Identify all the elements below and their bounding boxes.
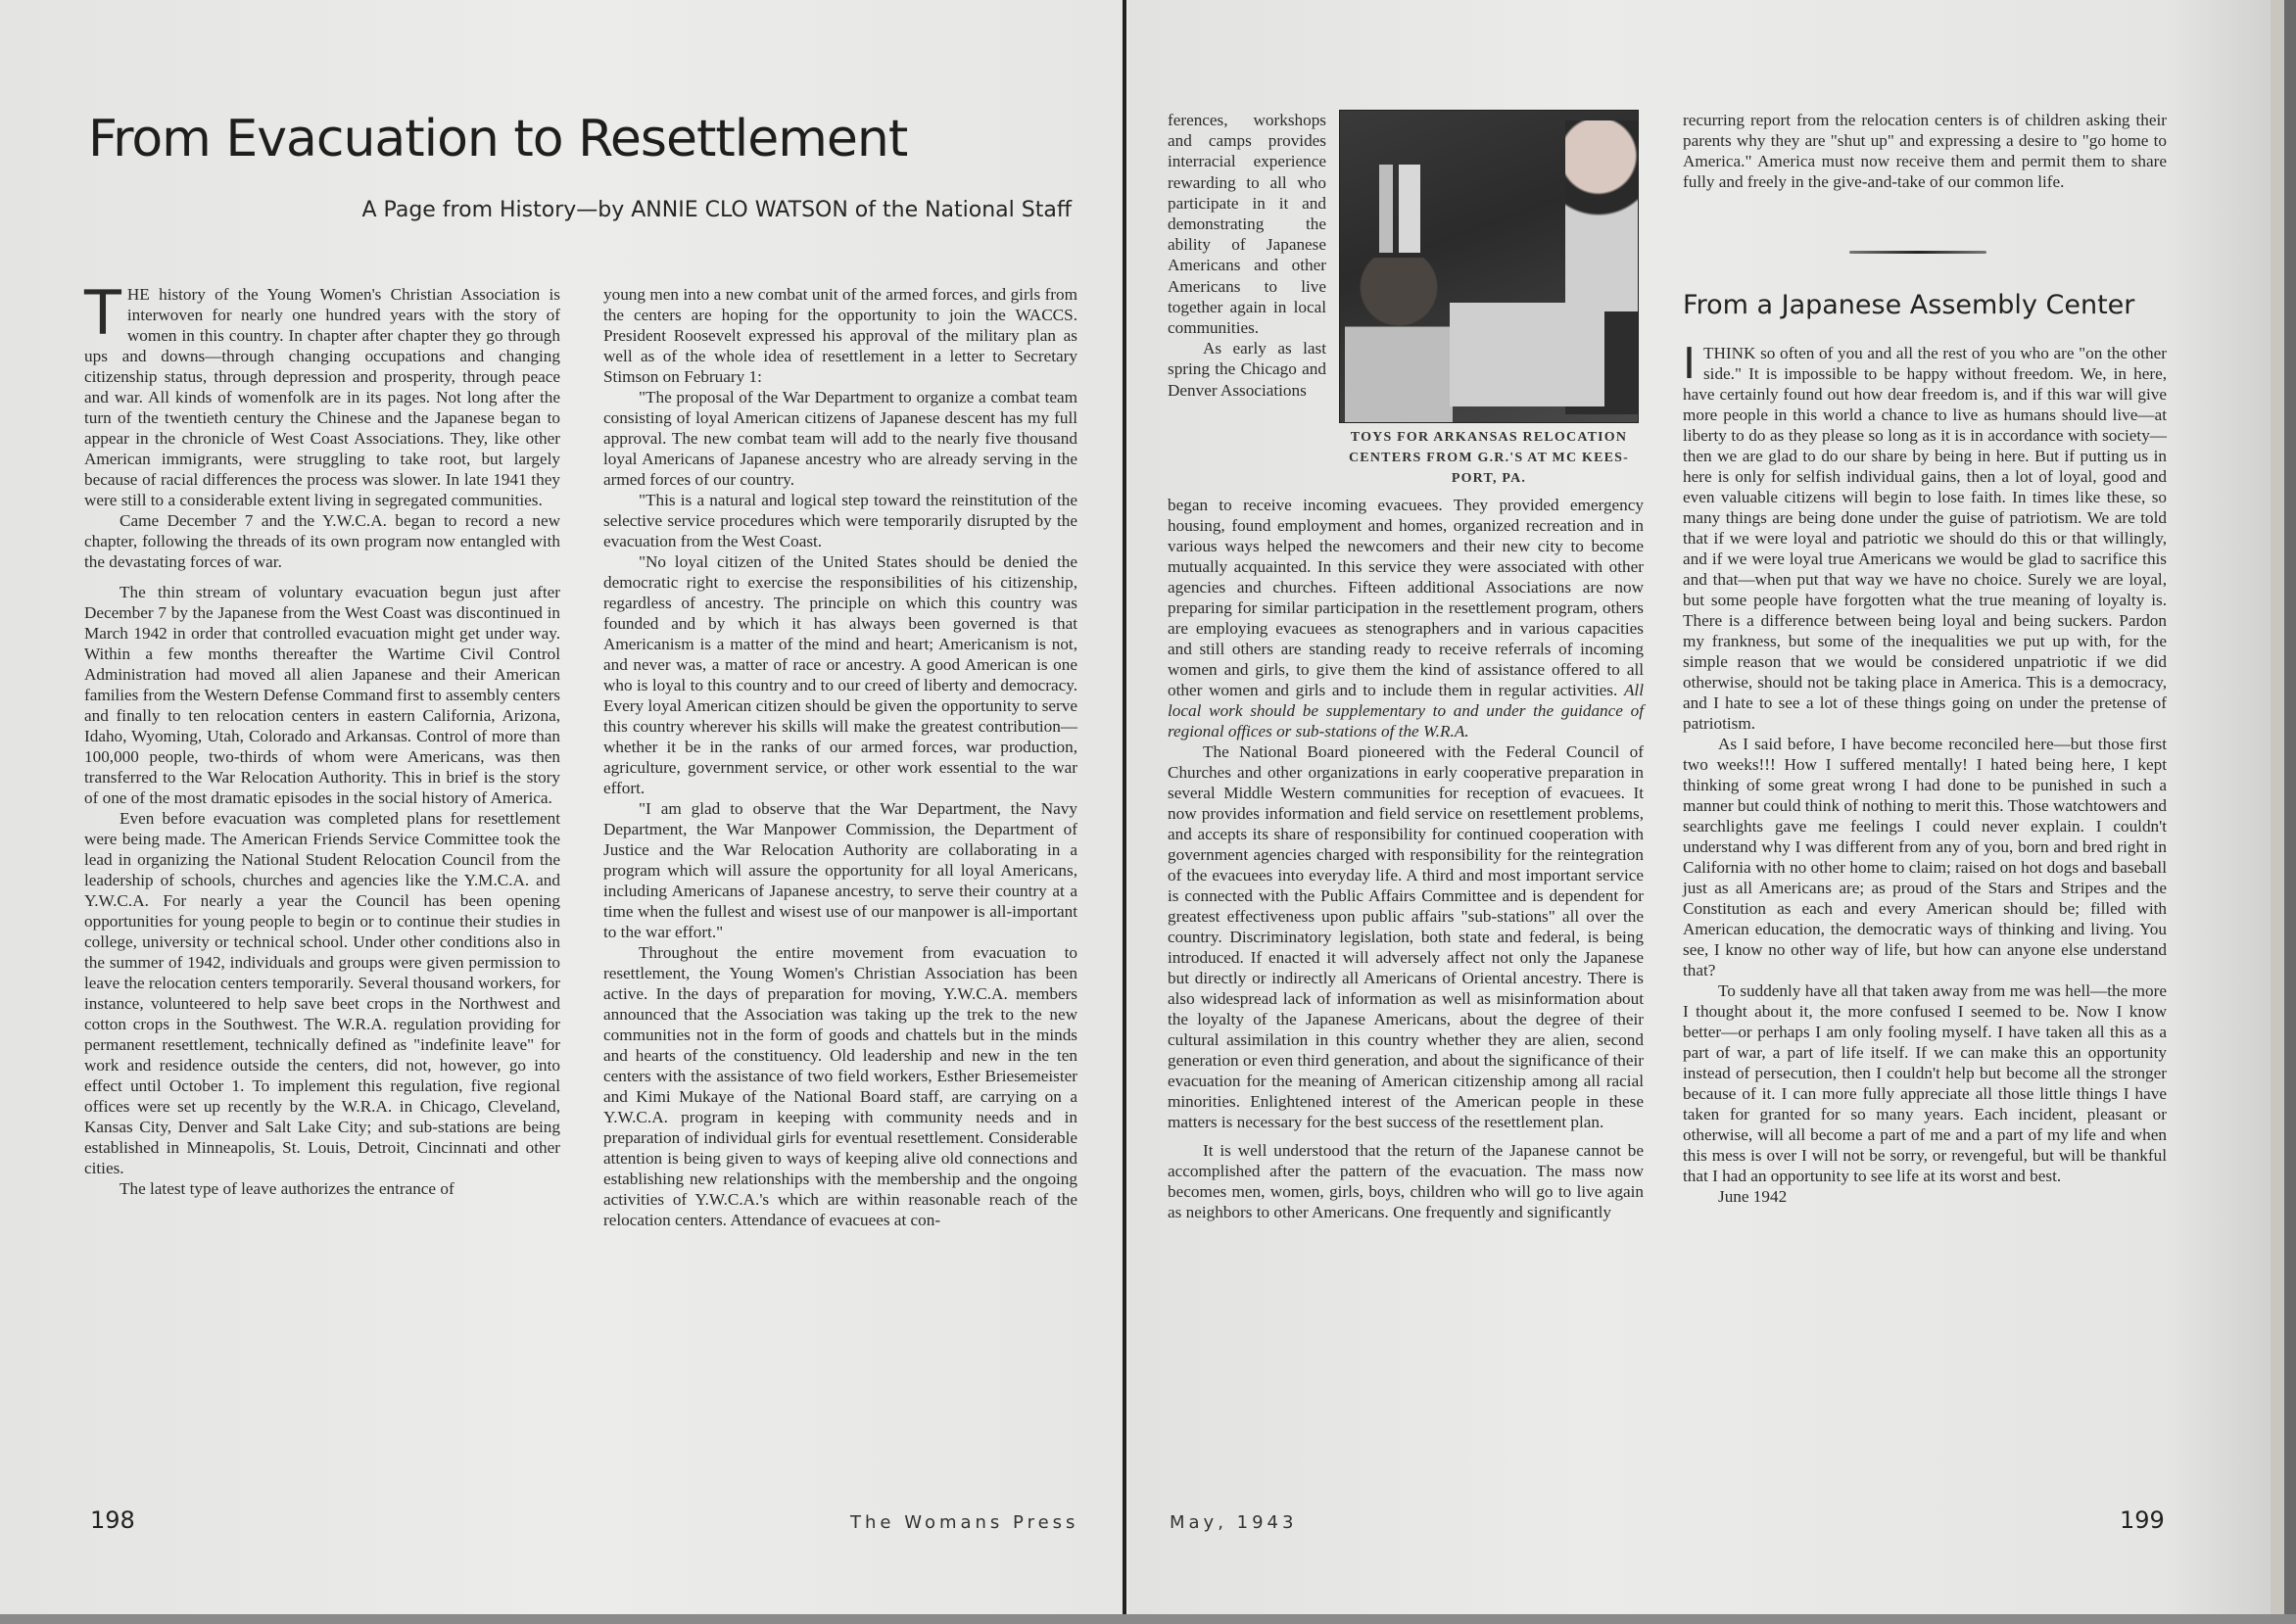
italic-note: All local work should be supplementary to and under the guidance of regional offices or sub-stations of the W.R.A. bbox=[1168, 681, 1644, 740]
left-column-2 bbox=[603, 284, 1077, 1230]
paragraph: recurring report from the relocation centers is of children asking their parents why they are "shut up" and expressing a desire to "go home to America." America must now receive them and permit them to share fully and freely in the give-and-take of our common life. bbox=[1683, 111, 2167, 191]
paragraph: young men into a new combat unit of the armed forces, and girls from the centers are hoping for the opportunity to join the WACCS. President Roosevelt expressed his approval of the military plan as well as of the whole idea of resettlement in a letter to Secretary Stimson on February 1: bbox=[603, 285, 1077, 386]
paragraph: The thin stream of voluntary evacuation begun just after December 7 by the Japanese from the West Coast was discontinued in March 1942 in order that controlled evacuation might get under way. Within a few months thereafter the Wartime Civil Control Administration had moved all alien Japanese and their American families from the Western Defense Command first to assembly centers and finally to ten relocation centers in eastern California, Arizona, Idaho, Wyoming, Utah, Colorado and Arkansas. Control of more than 100,000 people, two-thirds of whom were Americans, was then transferred to the War Relocation Authority. This in brief is the story of one of the most dramatic episodes in the social history of America. bbox=[84, 583, 560, 807]
quote-paragraph: "The proposal of the War Department to organize a combat team consisting of loyal American citizens of Japanese descent has my full approval. The new combat team will add to the nearly five thousand loyal Americans of Japanese ancestry who are already serving in the armed forces of our country. bbox=[603, 388, 1077, 489]
article-byline: A Page from History—by ANNIE CLO WATSON of the National Staff bbox=[361, 198, 1072, 222]
paragraph: ITHINK so often of you and all the rest of you who are "on the other side." It is impossible to be happy without freedom. We, in here, have certainly found out how dear freedom is, and if this war will give more people in this world a chance to live as humans should live—at liberty to do as they please so long as it is in accordance with society—then we are glad to do our share by being in here. But if putting us in here is only for selfish individual gains, then a lot of loyal, good and even valuable citizens will begin to lose faith. In times like these, so many things are being done under the guise of patriotism. We are told that if we were loyal and patriotic we should do this or that willingly, and if we were loyal true Americans we would be glad to sacrifice this and that—when put that way we have no choice. Surely we are loyal, but some people have forgotten what the true meaning of loyalty is. There is a difference between being loyal and being suckers. Pardon my frankness, but some of the inequalities we put up with, for the simple reason that we would be considered unpatriotic if we did otherwise, should not be taking place in America. This is a democracy, and I hate to see a lot of these things going on under the pretense of patriotism. bbox=[1683, 339, 2167, 733]
running-footer-publication: The Womans Press bbox=[850, 1512, 1079, 1533]
paragraph: The latest type of leave authorizes the entrance of bbox=[120, 1179, 454, 1198]
section-divider bbox=[1849, 251, 1986, 254]
scan-shadow-right bbox=[2284, 0, 2296, 1624]
paragraph: As early as last spring the Chicago and Denver Associations bbox=[1168, 339, 1326, 400]
drop-cap: T bbox=[84, 277, 121, 349]
paragraph: Came December 7 and the Y.W.C.A. began to record a new chapter, following the threads of its own program now entangled with the devastating forces of war. bbox=[84, 511, 560, 571]
section-heading: From a Japanese Assembly Center bbox=[1683, 290, 2135, 320]
scan-shadow-bottom bbox=[0, 1614, 2296, 1624]
left-column-1 bbox=[84, 277, 560, 1199]
paragraph: It is well understood that the return of the Japanese cannot be accomplished after the pattern of the evacuation. The mass now becomes men, women, girls, boys, children who will go to live again as neighbors to other Americans. One frequently and significantly bbox=[1168, 1141, 1644, 1221]
paragraph: THE history of the Young Women's Christian Association is interwoven for nearly one hundred years with the story of women in this country. In chapter after chapter they go through ups and downs—through changing occupations and changing citizenship status, through depression and prosperity, through peace and war. All kinds of womenfolk are in its pages. Not long after the turn of the twentieth century the Chinese and the Japanese began to appear in the chronicle of West Coast Associations. They, like other American immigrants, were struggling to take root, but largely because of racial differences the process was slower. In late 1941 they were still to a considerable extent living in segregated communities. bbox=[84, 277, 560, 509]
letter-date: June 1942 bbox=[1718, 1187, 1788, 1206]
quote-paragraph: "This is a natural and logical step toward the reinstitution of the selective service procedures which were temporarily disrupted by the evacuation from the West Coast. bbox=[603, 491, 1077, 550]
right-narrow-column bbox=[1168, 110, 1326, 401]
photo-sign bbox=[1450, 303, 1604, 406]
right-page bbox=[1128, 0, 2282, 1614]
letter-body bbox=[1683, 339, 2167, 1207]
paragraph: began to receive incoming evacuees. They provided emergency housing, found employment and homes, organized recreation and in various ways helped the newcomers and their new city to become mutually acquainted. In this service they were associated with other agencies and churches. Fifteen additional Associations are now preparing for similar participation in the resettlement program, others are employing evacuees as stenographers and in various capacities and still others are standing ready to receive referrals of incoming women and girls, to give them the kind of assistance offered to all other women and girls and to include them in regular activities. All local work should be supplementary to and under the guidance of regional offices or sub-stations of the W.R.A. bbox=[1168, 496, 1644, 740]
right-column-letter bbox=[1683, 110, 2167, 192]
quote-paragraph: "I am glad to observe that the War Department, the Navy Department, the War Manpower Commission, the Department of Justice and the War Relocation Authority are collaborating in a program which will assure the opportunity for all loyal Americans, including Americans of Japanese ancestry, to serve their country at a time when the fullest and wisest use of our manpower is all-important to the war effort." bbox=[603, 799, 1077, 941]
page-number-left: 198 bbox=[90, 1506, 135, 1534]
drop-cap: I bbox=[1683, 339, 1696, 389]
paragraph: The National Board pioneered with the Federal Council of Churches and other organizations in early cooperative preparation in several Middle Western communities for reception of evacuees. It now provides information and field service on resettlement problems, and accepts its share of responsibility for continued cooperation with government agencies charged with responsibility for the reintegration of the evacuees into everyday life. A third and most important service is connected with the Public Affairs Committee and is dependent for greatest effectiveness upon public affairs "sub-stations" all over the country. Discriminatory legislation, both state and federal, is being introduced. If enacted it will adversely affect not only the Japanese but directly or indirectly all Americans of Oriental ancestry. There is also widespread lack of information as well as misinformation about the loyalty of the Japanese Americans, about the degree of their cultural assimilation in this country whether they are alien, second generation or even third generation, and about the significance of their evacuation for the meaning of American citizenship among all racial minorities. Enlightened interest of the American people in these matters is necessary for the best success of the resettlement plan. bbox=[1168, 742, 1644, 1131]
paragraph: As I said before, I have become reconciled here—but those first two weeks!!! How I suffered mentally! I hated being here, I kept thinking of some great wrong I had done to be punished in such a manner but could think of nothing to merit this. Those watchtowers and searchlights gave me feelings I could never explain. I couldn't understand why I was different from any of you, born and bred right in California with no other home to claim; raised on hot dogs and baseball just as all Americans are; as proud of the Stars and Stripes and the Constitution as each and every American should be; filled with American education, the democratic ways of thinking and living. You see, I know no other way of life, but how can anyone else understand that? bbox=[1683, 735, 2167, 979]
article-title: From Evacuation to Resettlement bbox=[88, 110, 908, 168]
paragraph: ferences, workshops and camps provides interracial experience rewarding to all who participate in it and demonstrating the ability of Japanese Americans and other Americans to live together again in local communities. bbox=[1168, 111, 1326, 338]
running-footer-date: May, 1943 bbox=[1170, 1512, 1298, 1533]
quote-paragraph: "No loyal citizen of the United States should be denied the democratic right to exercise the responsibilities of his citizenship, regardless of ancestry. The principle on which this country was founded and by which it has always been governed is that Americanism is a matter of the mind and heart; Americanism is not, and never was, a matter of race or ancestry. A good American is one who is loyal to this country and to our creed of liberty and democracy. Every loyal American citizen should be given the opportunity to serve this country wherever his skills will make the greatest contribution—whether it be in the ranks of our armed forces, war production, agriculture, government service, or other work essential to the war effort. bbox=[603, 552, 1077, 797]
paragraph: Even before evacuation was completed plans for resettlement were being made. The American Friends Service Committee took the lead in organizing the National Student Relocation Council from the leadership of schools, churches and agencies like the Y.M.C.A. and Y.W.C.A. For nearly a year the Council has been opening opportunities for young people to begin or to continue their studies in college, university or technical school. Under other conditions also in the summer of 1942, individuals and groups were given permission to leave the relocation centers temporarily. Several thousand workers, for instance, volunteered to help save beet crops in the Northwest and cotton crops in the Southwest. The W.R.A. regulation providing for permanent resettlement, technically defined as "indefinite leave" for work and residence outside the centers, did not, however, go into effect until October 1. To implement this regulation, five regional offices were set up recently by the W.R.A. in Chicago, Cleveland, Kansas City, Denver and Salt Lake City; and sub-stations are being established in Minneapolis, St. Louis, Detroit, Cincinnati and other cities. bbox=[84, 809, 560, 1177]
left-page bbox=[0, 0, 1126, 1614]
page-number-right: 199 bbox=[2120, 1506, 2165, 1534]
toys-photo bbox=[1339, 110, 1639, 423]
paragraph: Throughout the entire movement from evacuation to resettlement, the Young Women's Christian Association has been active. In the days of preparation for moving, Y.W.C.A. members announced that the Association was taking up the trek to the new communities not in the form of goods and chattels but in the minds and hearts of the constituency. Old leadership and new in the ten centers with the assistance of two field workers, Esther Briesemeister and Kimi Mukaye of the National Board staff, are carrying on a Y.W.C.A. program in keeping with community needs and in preparation of individual girls for eventual resettlement. Considerable attention is being given to ways of keeping alive old connections and establishing new relationships with the membership and the ongoing activities of Y.W.C.A.'s which are within reasonable reach of the relocation centers. Attendance of evacuees at con- bbox=[603, 943, 1077, 1229]
photo-girl bbox=[1345, 258, 1453, 422]
binding-gutter bbox=[1123, 0, 1126, 1614]
paragraph: To suddenly have all that taken away from me was hell—the more I thought about it, the more confused I seemed to be. Now I know better—or perhaps I am only fooling myself. I have taken all this as a part of war, a part of life itself. If we can make this an opportunity instead of persecution, then I couldn't help but become all the stronger because of it. I can more fully appreciate all those little things I have taken for granted for so many years. Each incident, pleasant or otherwise, will all become a part of me and a part of my life and when this mess is over I will not be sorry, or revengeful, but will be thankful that I had an opportunity to see life at its worst and best. bbox=[1683, 981, 2167, 1185]
photo-caption: TOYS FOR ARKANSAS RELOCATION CENTERS FROM G.R.'S AT MC KEES-PORT, PA. bbox=[1349, 430, 1629, 486]
right-column-main bbox=[1168, 495, 1644, 1222]
